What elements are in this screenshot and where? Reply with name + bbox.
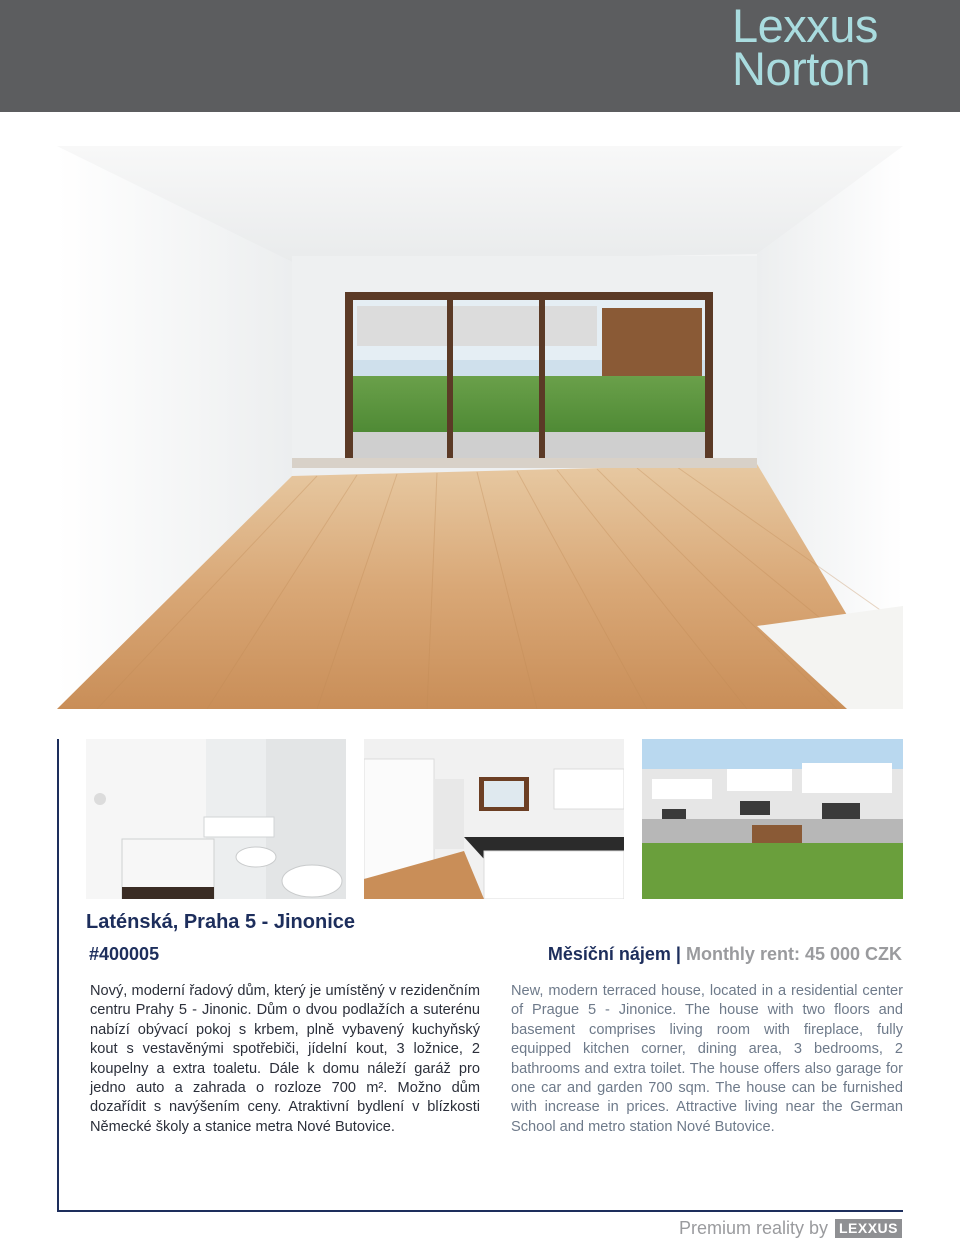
monthly-rent [548,944,902,965]
thumbnail-kitchen [364,739,624,899]
property-reference-number: #400005 [89,944,160,964]
thumbnail-bathroom [86,739,346,899]
description-english: New, modern terraced house, located in a residential center of Prague 5 - Jinonice. The house with two floors and basement comprises living room with fireplace, fully equipped kitchen corner, dining area, 3 bedrooms, 2 bathrooms and extra toilet. The house offers also garage for one car and garden 700 sqm. The house can be furnished with increase in prices. Attractive living near the German School and metro station Nové Butovice. [511,983,903,1135]
footer-tagline [679,1218,902,1239]
lexxus-norton-logo [732,0,902,95]
property-address: Laténská, Praha 5 - Jinonice [86,911,355,933]
main-photo-living-room [57,146,903,709]
lexxus-footer-logo: LEXXUS [835,1219,902,1238]
rent-label-cz: Měsíční nájem [547,944,671,964]
frame-line-horizontal [57,1210,903,1212]
logo-line-1: Lexxus [732,0,878,52]
rent-label-en: Monthly rent: 45 000 CZK [685,944,902,964]
logo-line-2: Norton [732,42,871,95]
thumbnail-exterior [642,739,903,899]
rent-separator: | [675,944,681,964]
footer-text: Premium reality by [678,1218,828,1238]
header-bar [0,0,960,112]
description-czech: Nový, moderní řadový dům, který je umístěný v rezidenčním centru Prahy 5 - Jinonic. Dům o dvou podlažích a suterénu nabízí obývací pokoj s krbem, plně vybavený kuchyňský kout s vestavěnými spotřebiči, jídelní kout, 3 ložnice, 2 koupelny a extra toaletu. Dále k domu náleží garáž pro jedno auto a zahrada o rozloze 700 m². Možno dům dozařídit s navýšením ceny. Atraktivní bydlení v blízkosti Německé školy a stanice metra Nové Butovice. [90,983,480,1135]
frame-line-vertical [57,739,59,1212]
